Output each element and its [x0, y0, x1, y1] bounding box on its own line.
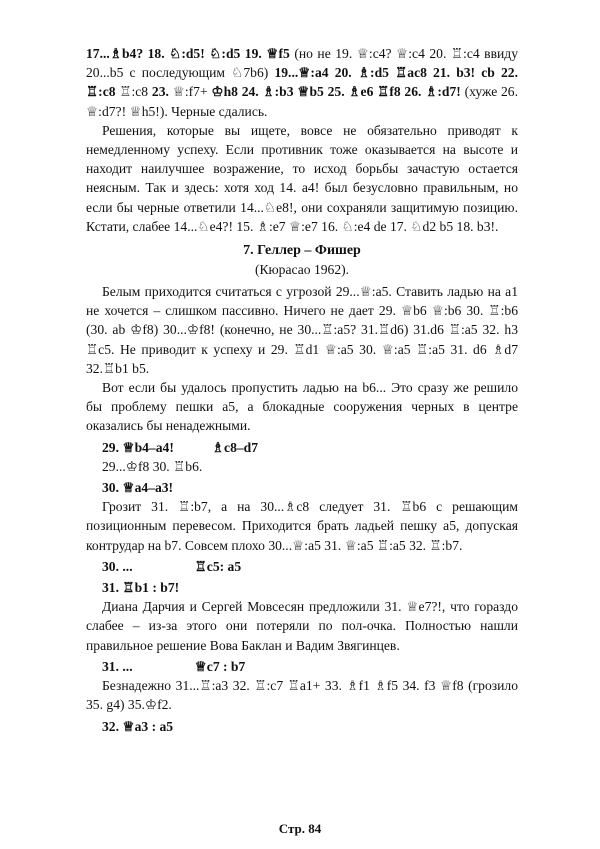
move-line: [86, 578, 518, 597]
game-title: 7. Геллер – Фишер: [243, 243, 361, 259]
paragraph-commentary: Грозит 31. ♖:b7, а на 30...♗c8 следует 31. ♖b6 с решающим позиционным перевесом. Приходится брать ладьей пешку a5, допуская контрудар на b7. Совсем плохо 30...♕:a5 31. ♕:a5 ♖:a5 32. ♖:b7.: [86, 499, 518, 553]
move-line: [86, 557, 518, 576]
move-line: [86, 717, 518, 736]
paragraph-commentary: Диана Дарчия и Сергей Мовсесян предложили 31. ♕e7?!, что гораздо слабее – из-за этого они потеряли по пол-очка. Полностью нашли правильное решение Вова Баклан и Вадим Звягинцев.: [86, 599, 518, 653]
move-line: [86, 478, 518, 497]
page-number: Стр. 84: [278, 821, 322, 836]
move-black: ♖c5: a5: [194, 558, 242, 574]
moves-bold: 19...♕:a4 20. ♗:d5 ♖ac8 21. b3! cb 22. ♖:c8: [86, 65, 518, 100]
moves-comment: (хуже 26. ♕:d7?! ♕h5!). Черные сдались.: [86, 84, 518, 119]
paragraph-commentary: Решения, которые вы ищете, вовсе не обязательно приводят к немедленному успеху. Если противник тоже оказывается на высоте и находит наилучшее возражение, то исход борьбы зачастую остается неясным. Так и здесь: хотя ход 14. a4! был безусловно правильным, но если бы черные ответили 14...♘e8!, они сохраняли защитимую позицию. Кстати, слабее 14...♘e4?! 15. ♗:e7 ♕:e7 16. ♘:e4 de 17. ♘d2 b5 18. b3!.: [86, 122, 518, 234]
moves-bold: 17...♗b4? 18. ♘:d5! ♘:d5 19. ♕f5: [86, 46, 290, 61]
moves-plain: ♖:c8: [115, 84, 152, 100]
move-black: ♕c7 : b7: [194, 658, 246, 674]
paragraph-commentary: Белым приходится считаться с угрозой 29...♕:a5. Ставить ладью на a1 не хочется – слишком пассивно. Ничего не дает 29. ♕b6 ♕:b6 30. ♖:b6 (30. ab ♔f8) 30...♔f8! (конечно, не 30...♖:a5? 31.♖d6) 31.d6 ♖:a5 32. h3 ♖c5. Не приводит к успеху и 29. ♖d1 ♕:a5 30. ♕:a5 ♖:a5 31. d6 ♗d7 32.♖b1 b5.: [86, 284, 518, 376]
move-black: ♗c8–d7: [211, 439, 259, 455]
paragraph-commentary: Безнадежно 31...♖:a3 32. ♖:c7 ♖a1+ 33. ♗f1 ♗f5 34. f3 ♕f8 (грозило 35. g4) 35.♔f2.: [86, 678, 518, 713]
move-white: 29. ♕b4–a4!: [102, 439, 174, 455]
move-white: 31. ...: [102, 658, 133, 674]
moves-comment: (но не 19. ♕:c4? ♕:c4 20. ♖:c4 ввиду 20...b5 с последующим ♘7b6): [86, 46, 518, 81]
moves-bold: ♔h8 24. ♗:b3 ♕b5 25. ♗e6 ♖f8 26. ♗:d7!: [211, 84, 461, 100]
move-white: 30. ♕a4–a3!: [102, 480, 174, 496]
move-white: 32. ♕a3 : a5: [102, 718, 174, 734]
moves-bold: 23.: [151, 84, 169, 100]
paragraph-game-moves: [86, 44, 518, 121]
moves-plain: ♕:f7+: [168, 84, 212, 100]
move-white: 30. ...: [102, 558, 133, 574]
move-white: 31. ♖b1 : b7!: [102, 580, 180, 596]
move-line: [86, 438, 518, 457]
page-content: [86, 44, 518, 736]
paragraph-commentary: Вот если бы удалось пропустить ладью на b6... Это сразу же решило бы проблему пешки a5, а блокадные сооружения черных в центре оказались бы ненадежными.: [86, 380, 518, 434]
move-line: [86, 657, 518, 676]
move-note: 29...♔f8 30. ♖b6.: [102, 458, 203, 474]
game-subtitle: (Кюрасао 1962).: [254, 262, 350, 278]
